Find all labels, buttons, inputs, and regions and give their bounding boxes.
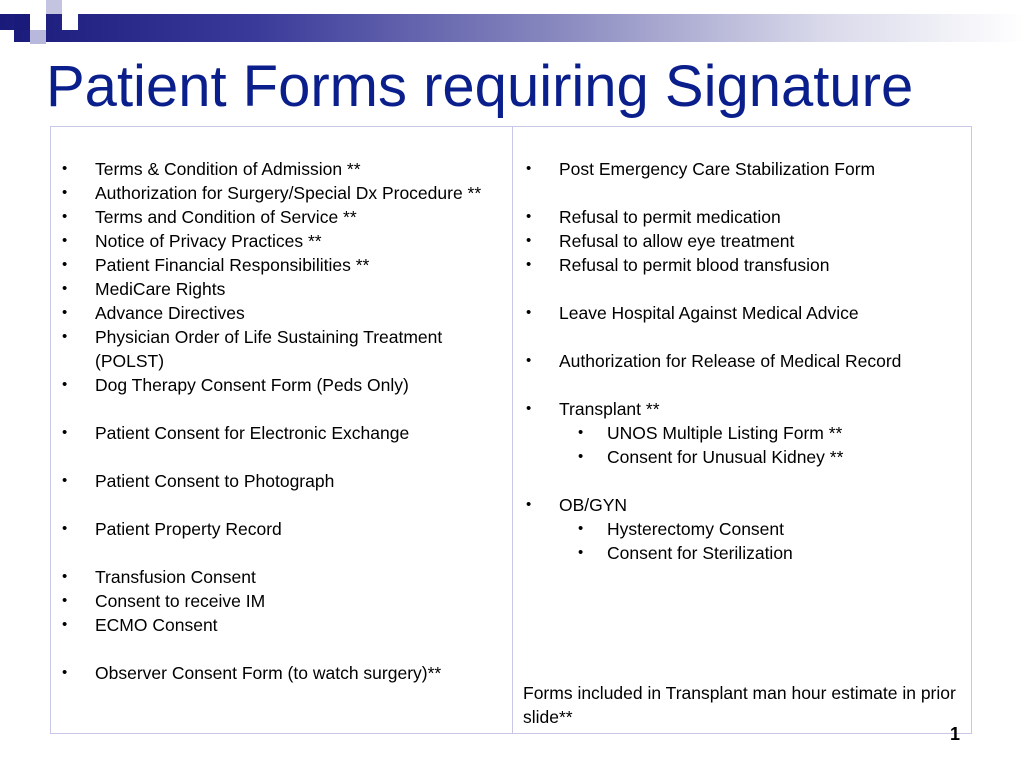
list-item: • Advance Directives [59, 301, 512, 325]
logo-square [46, 0, 62, 14]
right-column [513, 127, 971, 733]
spacer [523, 181, 971, 205]
list-item: • OB/GYN [523, 493, 971, 517]
list-item: • Refusal to allow eye treatment [523, 229, 971, 253]
list-item: • Transplant ** [523, 397, 971, 421]
list-item: • Authorization for Surgery/Special Dx Procedure ** [59, 181, 512, 205]
logo-square [62, 14, 78, 30]
logo-square [30, 14, 46, 30]
left-column [51, 127, 513, 733]
header-gradient-bar [0, 0, 1024, 42]
spacer [59, 397, 512, 421]
logo-square [30, 30, 46, 44]
spacer [59, 637, 512, 661]
page-number: 1 [949, 724, 960, 744]
footnote: Forms included in Transplant man hour estimate in prior slide** [523, 683, 956, 727]
spacer [523, 469, 971, 493]
sub-list-item: • Consent for Unusual Kidney ** [523, 445, 971, 469]
slide-title: Patient Forms requiring Signature [46, 54, 914, 119]
list-item: • Consent to receive IM [59, 589, 512, 613]
list-item: • Transfusion Consent [59, 565, 512, 589]
list-item: • Dog Therapy Consent Form (Peds Only) [59, 373, 512, 397]
list-item: • Refusal to permit medication [523, 205, 971, 229]
list-item: • Observer Consent Form (to watch surgery)** [59, 661, 512, 685]
list-item: • MediCare Rights [59, 277, 512, 301]
sub-list-item: • Consent for Sterilization [523, 541, 971, 565]
list-item: • Terms & Condition of Admission ** [59, 157, 512, 181]
spacer [523, 325, 971, 349]
spacer [523, 373, 971, 397]
list-item: • Authorization for Release of Medical Record [523, 349, 971, 373]
spacer [59, 541, 512, 565]
forms-table [50, 126, 972, 734]
list-item: • Patient Financial Responsibilities ** [59, 253, 512, 277]
list-item: • Refusal to permit blood transfusion [523, 253, 971, 277]
spacer [59, 445, 512, 469]
logo-square [0, 30, 14, 44]
list-item: • Patient Consent for Electronic Exchange [59, 421, 512, 445]
list-item: • Terms and Condition of Service ** [59, 205, 512, 229]
list-item: • ECMO Consent [59, 613, 512, 637]
spacer [59, 493, 512, 517]
list-item: • Patient Consent to Photograph [59, 469, 512, 493]
spacer [523, 277, 971, 301]
sub-list-item: • Hysterectomy Consent [523, 517, 971, 541]
list-item: • Notice of Privacy Practices ** [59, 229, 512, 253]
list-item: • Patient Property Record [59, 517, 512, 541]
list-item: • Physician Order of Life Sustaining Treatment (POLST) [59, 325, 512, 373]
list-item: • Post Emergency Care Stabilization Form [523, 157, 971, 181]
list-item: • Leave Hospital Against Medical Advice [523, 301, 971, 325]
sub-list-item: • UNOS Multiple Listing Form ** [523, 421, 971, 445]
logo-square [14, 14, 30, 30]
